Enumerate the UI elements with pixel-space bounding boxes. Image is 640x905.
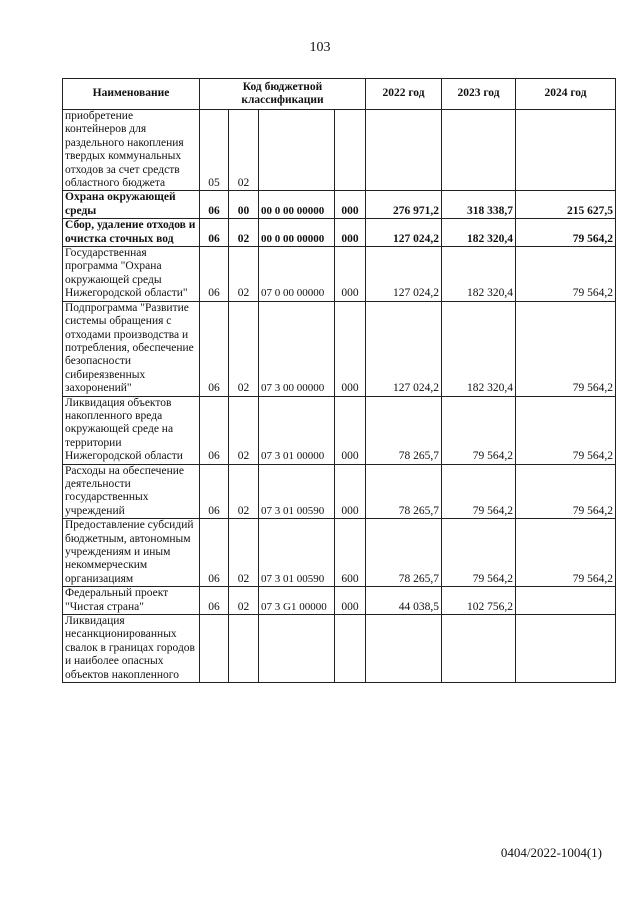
- section-code: 06: [200, 464, 229, 519]
- target-article-code: 07 3 G1 00000: [259, 587, 335, 615]
- name-cell: Сбор, удаление отходов и очистка сточных вод: [63, 219, 200, 247]
- amount-2022: 127 024,2: [366, 247, 442, 302]
- name-cell: Подпрограмма "Развитие системы обращения с отходами производства и потребления, обеспечение безопасности сибиреязвенных захоронений": [63, 301, 200, 396]
- budget-table: [62, 78, 616, 683]
- target-article-code: 07 3 01 00000: [259, 396, 335, 464]
- page-number: 103: [309, 40, 331, 55]
- expense-type-code: 600: [335, 519, 366, 587]
- amount-2022: 127 024,2: [366, 301, 442, 396]
- name-cell: Ликвидация объектов накопленного вреда окружающей среде на территории Нижегородской области: [63, 396, 200, 464]
- subsection-code: 02: [229, 219, 259, 247]
- name-cell: Предоставление субсидий бюджетным, автономным учреждениям и иным некоммерческим организациям: [63, 519, 200, 587]
- expense-type-code: 000: [335, 301, 366, 396]
- amount-2023: 79 564,2: [442, 519, 516, 587]
- expense-type-code: 000: [335, 191, 366, 219]
- amount-2024: 215 627,5: [516, 191, 616, 219]
- table-row: [63, 219, 616, 247]
- target-article-code: [259, 615, 335, 683]
- amount-2022: [366, 110, 442, 191]
- amount-2023: [442, 615, 516, 683]
- section-code: 06: [200, 191, 229, 219]
- expense-type-code: 000: [335, 464, 366, 519]
- target-article-code: 07 3 01 00590: [259, 464, 335, 519]
- table-row: [63, 301, 616, 396]
- section-code: [200, 615, 229, 683]
- header-2023: 2023 год: [442, 79, 516, 110]
- header-code: Код бюджетной классификации: [200, 79, 366, 110]
- table-row: [63, 615, 616, 683]
- table-row: [63, 587, 616, 615]
- section-code: 06: [200, 396, 229, 464]
- header-2022: 2022 год: [366, 79, 442, 110]
- expense-type-code: 000: [335, 396, 366, 464]
- section-code: 06: [200, 219, 229, 247]
- amount-2024: 79 564,2: [516, 464, 616, 519]
- table-row: [63, 464, 616, 519]
- amount-2022: 78 265,7: [366, 396, 442, 464]
- amount-2024: [516, 615, 616, 683]
- amount-2022: 276 971,2: [366, 191, 442, 219]
- subsection-code: 02: [229, 464, 259, 519]
- section-code: 06: [200, 519, 229, 587]
- table-row: [63, 396, 616, 464]
- amount-2022: [366, 615, 442, 683]
- section-code: 06: [200, 247, 229, 302]
- expense-type-code: 000: [335, 247, 366, 302]
- amount-2024: 79 564,2: [516, 396, 616, 464]
- amount-2024: 79 564,2: [516, 219, 616, 247]
- subsection-code: 00: [229, 191, 259, 219]
- target-article-code: 00 0 00 00000: [259, 191, 335, 219]
- table-body: [63, 110, 616, 683]
- amount-2023: 318 338,7: [442, 191, 516, 219]
- expense-type-code: 000: [335, 219, 366, 247]
- subsection-code: 02: [229, 396, 259, 464]
- subsection-code: 02: [229, 301, 259, 396]
- table-header-row: [63, 79, 616, 110]
- target-article-code: 07 3 01 00590: [259, 519, 335, 587]
- amount-2023: 79 564,2: [442, 396, 516, 464]
- table-row: [63, 191, 616, 219]
- table-row: [63, 519, 616, 587]
- subsection-code: [229, 615, 259, 683]
- subsection-code: 02: [229, 247, 259, 302]
- amount-2024: [516, 587, 616, 615]
- amount-2023: 79 564,2: [442, 464, 516, 519]
- amount-2024: 79 564,2: [516, 247, 616, 302]
- subsection-code: 02: [229, 110, 259, 191]
- amount-2022: 78 265,7: [366, 464, 442, 519]
- amount-2023: [442, 110, 516, 191]
- amount-2023: 102 756,2: [442, 587, 516, 615]
- amount-2023: 182 320,4: [442, 301, 516, 396]
- amount-2022: 44 038,5: [366, 587, 442, 615]
- name-cell: Охрана окружающей среды: [63, 191, 200, 219]
- document-code: 0404/2022-1004(1): [500, 845, 602, 860]
- section-code: 06: [200, 587, 229, 615]
- header-name: Наименование: [63, 79, 200, 110]
- name-cell: Государственная программа "Охрана окружающей среды Нижегородской области": [63, 247, 200, 302]
- expense-type-code: [335, 615, 366, 683]
- name-cell: Ликвидация несанкционированных свалок в границах городов и наиболее опасных объектов накопленного: [63, 615, 200, 683]
- amount-2024: 79 564,2: [516, 519, 616, 587]
- amount-2024: 79 564,2: [516, 301, 616, 396]
- header-2024: 2024 год: [516, 79, 616, 110]
- subsection-code: 02: [229, 587, 259, 615]
- name-cell: Федеральный проект "Чистая страна": [63, 587, 200, 615]
- target-article-code: [259, 110, 335, 191]
- target-article-code: 00 0 00 00000: [259, 219, 335, 247]
- subsection-code: 02: [229, 519, 259, 587]
- amount-2022: 127 024,2: [366, 219, 442, 247]
- amount-2023: 182 320,4: [442, 219, 516, 247]
- expense-type-code: [335, 110, 366, 191]
- section-code: 06: [200, 301, 229, 396]
- target-article-code: 07 3 00 00000: [259, 301, 335, 396]
- target-article-code: 07 0 00 00000: [259, 247, 335, 302]
- amount-2024: [516, 110, 616, 191]
- amount-2022: 78 265,7: [366, 519, 442, 587]
- table-row: [63, 247, 616, 302]
- amount-2023: 182 320,4: [442, 247, 516, 302]
- expense-type-code: 000: [335, 587, 366, 615]
- section-code: 05: [200, 110, 229, 191]
- name-cell: Расходы на обеспечение деятельности государственных учреждений: [63, 464, 200, 519]
- table-row: [63, 110, 616, 191]
- name-cell: приобретение контейнеров для раздельного накопления твердых коммунальных отходов за счет средств областного бюджета: [63, 110, 200, 191]
